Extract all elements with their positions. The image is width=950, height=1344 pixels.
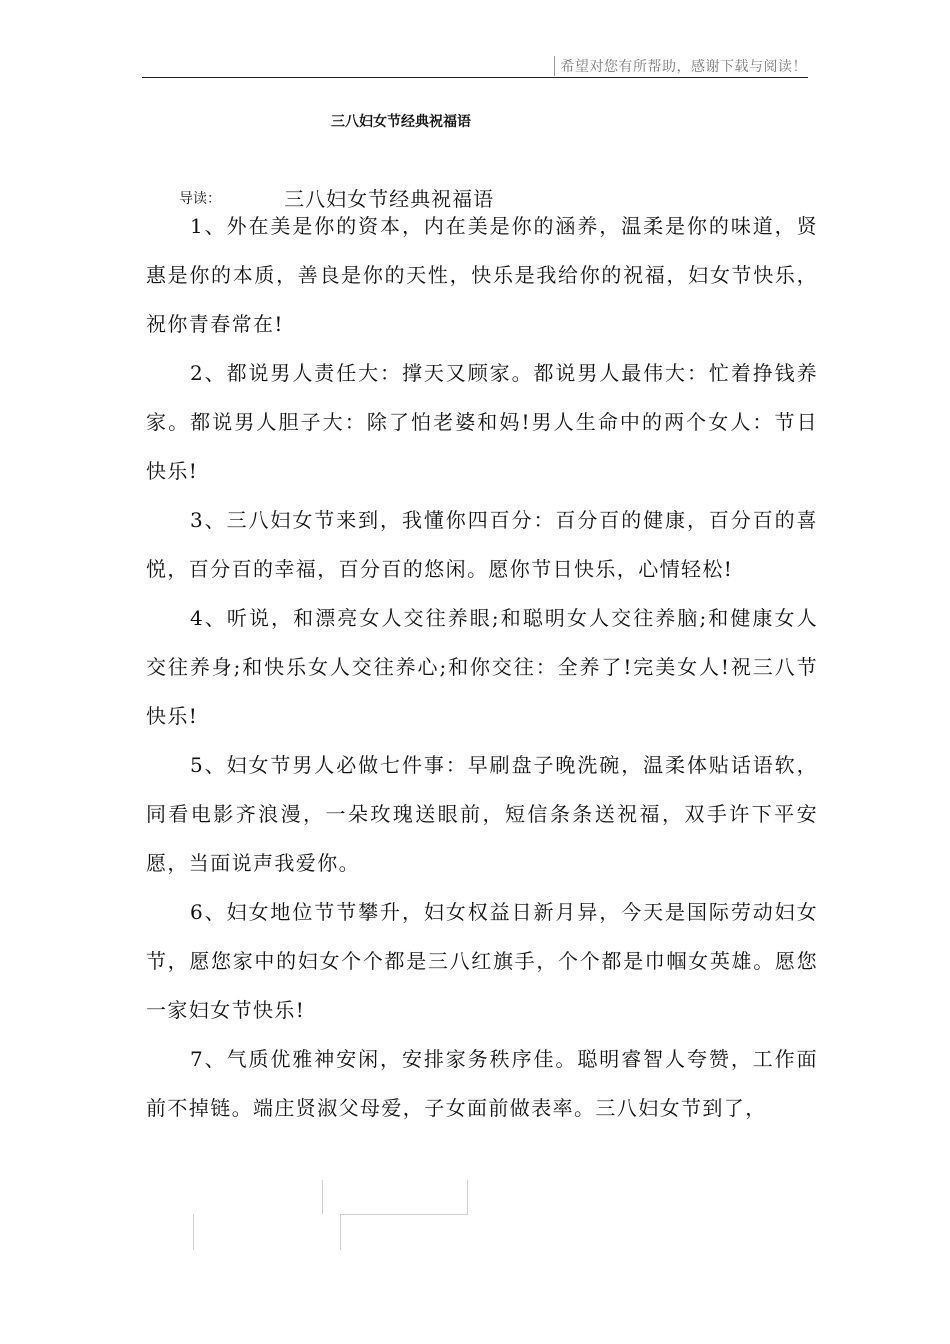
header-note: 希望对您有所帮助，感谢下载与阅读！ [554,56,808,76]
header-rule [142,77,808,78]
scan-line [340,1214,468,1215]
intro-text: 三八妇女节经典祝福语 [284,187,495,211]
body-text [146,202,818,1133]
scan-line [467,1180,468,1214]
document-title: 三八妇女节经典祝福语 [331,114,471,130]
paragraph: 2、都说男人责任大：撑天又顾家。都说男人最伟大：忙着挣钱养家。都说男人胆子大：除了怕老婆和妈!男人生命中的两个女人：节日快乐! [146,361,818,483]
paragraph: 4、听说，和漂亮女人交往养眼;和聪明女人交往养脑;和健康女人交往养身;和快乐女人交往养心;和你交往：全养了!完美女人!祝三八节快乐! [146,606,818,728]
scan-line [340,1214,341,1250]
paragraph: 1、外在美是你的资本，内在美是你的涵养，温柔是你的味道，贤惠是你的本质，善良是你的天性，快乐是我给你的祝福，妇女节快乐，祝你青春常在! [146,214,818,336]
paragraph: 5、妇女节男人必做七件事：早刷盘子晚洗碗，温柔体贴话语软，同看电影齐浪漫，一朵玫瑰送眼前，短信条条送祝福，双手许下平安愿，当面说声我爱你。 [146,753,818,875]
intro-label: 导读： [179,190,221,207]
scan-line [322,1180,323,1214]
paragraph: 7、气质优雅神安闲，安排家务秩序佳。聪明睿智人夸赞，工作面前不掉链。端庄贤淑父母爱，子女面前做表率。三八妇女节到了， [146,1047,818,1120]
paragraph: 3、三八妇女节来到，我懂你四百分：百分百的健康，百分百的喜悦，百分百的幸福，百分百的悠闲。愿你节日快乐，心情轻松! [146,508,818,581]
paragraph: 6、妇女地位节节攀升，妇女权益日新月异，今天是国际劳动妇女节，愿您家中的妇女个个都是三八红旗手，个个都是巾帼女英雄。愿您一家妇女节快乐! [146,900,818,1022]
scan-line [193,1214,194,1250]
